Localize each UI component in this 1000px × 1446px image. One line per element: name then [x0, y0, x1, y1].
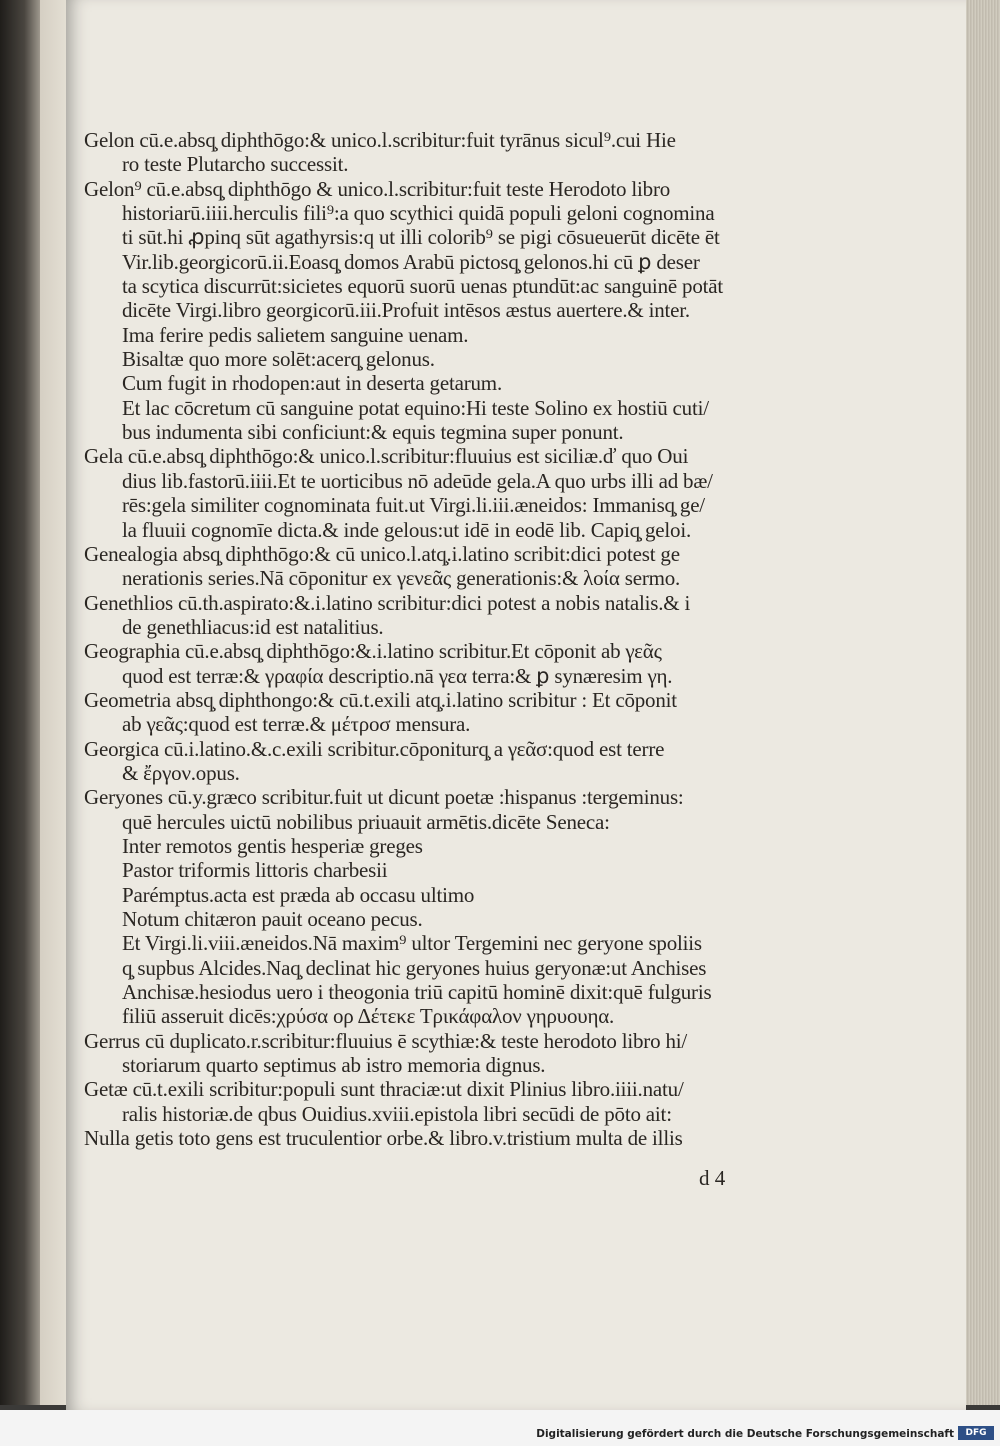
adjacent-page-edge	[0, 0, 70, 1405]
entry-head-line: Genealogia absq̧ diphthōgo:& cū unico.l.atq̧.i.latino scribit:dici potest ge	[84, 541, 680, 566]
book-page-edges	[964, 0, 1000, 1405]
entry-head-line: Geryones cū.y.græco scribitur.fuit ut dicunt poetæ :hispanus :tergeminus:	[84, 785, 684, 810]
entry-line: Ima ferire pedis salietem sanguine uenam.	[122, 322, 469, 347]
entry-line: nerationis series.Nā cōponitur ex γενεᾶς generationis:& λοία sermo.	[122, 566, 681, 591]
entry-line: filiū asseruit dicēs:χρύσα ορ Δέτεκε Τρικάφαλον γηρυουηα.	[122, 1004, 615, 1029]
entry-line: quē hercules uictū nobilibus priuauit armētis.dicēte Seneca:	[122, 809, 610, 834]
entry-line: la fluuii cognomīe dicta.& inde gelous:ut idē in eodē lib. Capiq̧ geloi.	[122, 517, 692, 542]
entry-head-line: Georgica cū.i.latino.&.c.exili scribitur.cōponiturq̧ a γεᾶσ:quod est terre	[84, 736, 665, 761]
entry-line: Et Virgi.li.viii.æneidos.Nā maxim⁹ ultor Tergemini nec geryone spoliis	[122, 931, 702, 956]
entry-line: de genethliacus:id est natalitius.	[122, 614, 384, 639]
entry-line: storiarum quarto septimus ab istro memoria dignus.	[122, 1053, 546, 1078]
entry-line: Notum chitæron pauit oceano pecus.	[122, 907, 423, 931]
entry-line: bus indumenta sibi conficiunt:& equis tegmina super ponunt.	[122, 420, 624, 445]
entry-line: Et lac cōcretum cū sanguine potat equino:Hi teste Solino ex hostiū cuti/	[122, 395, 709, 420]
entry-line: Bisaltæ quo more solēt:acerq̧ gelonus.	[122, 347, 435, 372]
entry-line: q̧ supbus Alcides.Naq̧ declinat hic geryones huius geryonæ:ut Anchises	[122, 955, 707, 980]
book-page	[66, 0, 966, 1410]
page-signature: d 4	[699, 1166, 726, 1190]
dfg-logo: DFG	[958, 1426, 994, 1440]
entry-line: ta scytica discurrūt:sicietes equorū suorū uenas ptundūt:ac sanguinē potāt	[122, 274, 724, 299]
entry-line: Parémptus.acta est præda ab occasu ultimo	[122, 882, 475, 907]
entry-head-line: Gela cū.e.absq̧ diphthōgo:& unico.l.scribitur:fluuius est siciliæ.ď quo Oui	[84, 444, 689, 469]
entry-line: rēs:gela similiter cognominata fuit.ut Virgi.li.iii.æneidos: Immanisq̧ ge/	[122, 493, 705, 518]
entry-line: historiarū.iiii.herculis fili⁹:a quo scythici quidā populi geloni cognomina	[122, 201, 715, 226]
page-text-block	[84, 128, 804, 1150]
entry-line: ro teste Plutarcho successit.	[122, 152, 349, 177]
entry-line: ab γεᾶς:quod est terræ.& μέτροσ mensura.	[122, 712, 471, 737]
entry-head-line: Nulla getis toto gens est truculentior orbe.& libro.v.tristium multa de illis	[84, 1126, 683, 1151]
entry-line: & ἔργον.opus.	[122, 760, 240, 785]
footer-bar	[0, 1410, 1000, 1446]
entry-line: Vir.lib.georgicorū.ii.Eoasq̧ domos Arabū pictosq̧ gelonos.hi cū ꝑ deser	[122, 249, 700, 274]
entry-head-line: Gelon⁹ cū.e.absq̧ diphthōgo & unico.l.scribitur:fuit teste Herodoto libro	[84, 176, 671, 201]
entry-line: ralis historiæ.de qbus Ouidius.xviii.epistola libri secūdi de pōto ait:	[122, 1101, 672, 1126]
entry-head-line: Gelon cū.e.absq̧ diphthōgo:& unico.l.scribitur:fuit tyrānus sicul⁹.cui Hie	[84, 128, 676, 152]
entry-line: Cum fugit in rhodopen:aut in deserta getarum.	[122, 371, 502, 396]
footer-credit: Digitalisierung gefördert durch die Deutsche Forschungsgemeinschaft	[536, 1428, 954, 1440]
entry-line: Anchisæ.hesiodus uero i theogonia triū capitū hominē dixit:quē fulguris	[122, 980, 712, 1005]
entry-head-line: Geographia cū.e.absq̧ diphthōgo:&.i.latino scribitur.Et cōponit ab γεᾶς	[84, 639, 662, 664]
entry-head-line: Getæ cū.t.exili scribitur:populi sunt thraciæ:ut dixit Plinius libro.iiii.natu/	[84, 1077, 684, 1102]
entry-line: Inter remotos gentis hesperiæ greges	[122, 833, 423, 858]
entry-head-line: Gerrus cū duplicato.r.scribitur:fluuius ē scythiæ:& teste herodoto libro hi/	[84, 1028, 688, 1053]
entry-line: ti sūt.hi ꝓpinq sūt agathyrsis:q ut illi colorib⁹ se pigi cōsueuerūt dicēte ēt	[122, 225, 720, 250]
entry-line: dius lib.fastorū.iiii.Et te uorticibus nō adeūde gela.A quo urbs illi ad bæ/	[122, 468, 713, 493]
entry-head-line: Geometria absq̧ diphthongo:& cū.t.exili atq̧.i.latino scribitur : Et cōponit	[84, 687, 677, 712]
entry-line: Pastor triformis littoris charbesii	[122, 858, 388, 883]
entry-line: dicēte Virgi.libro georgicorū.iii.Profuit intēsos æstus auertere.& inter.	[122, 298, 690, 323]
entry-head-line: Genethlios cū.th.aspirato:&.i.latino scribitur:dici potest a nobis natalis.& i	[84, 590, 691, 615]
entry-line: quod est terræ:& γραφία descriptio.nā γεα terra:& ꝑ synæresim γη.	[122, 663, 673, 688]
